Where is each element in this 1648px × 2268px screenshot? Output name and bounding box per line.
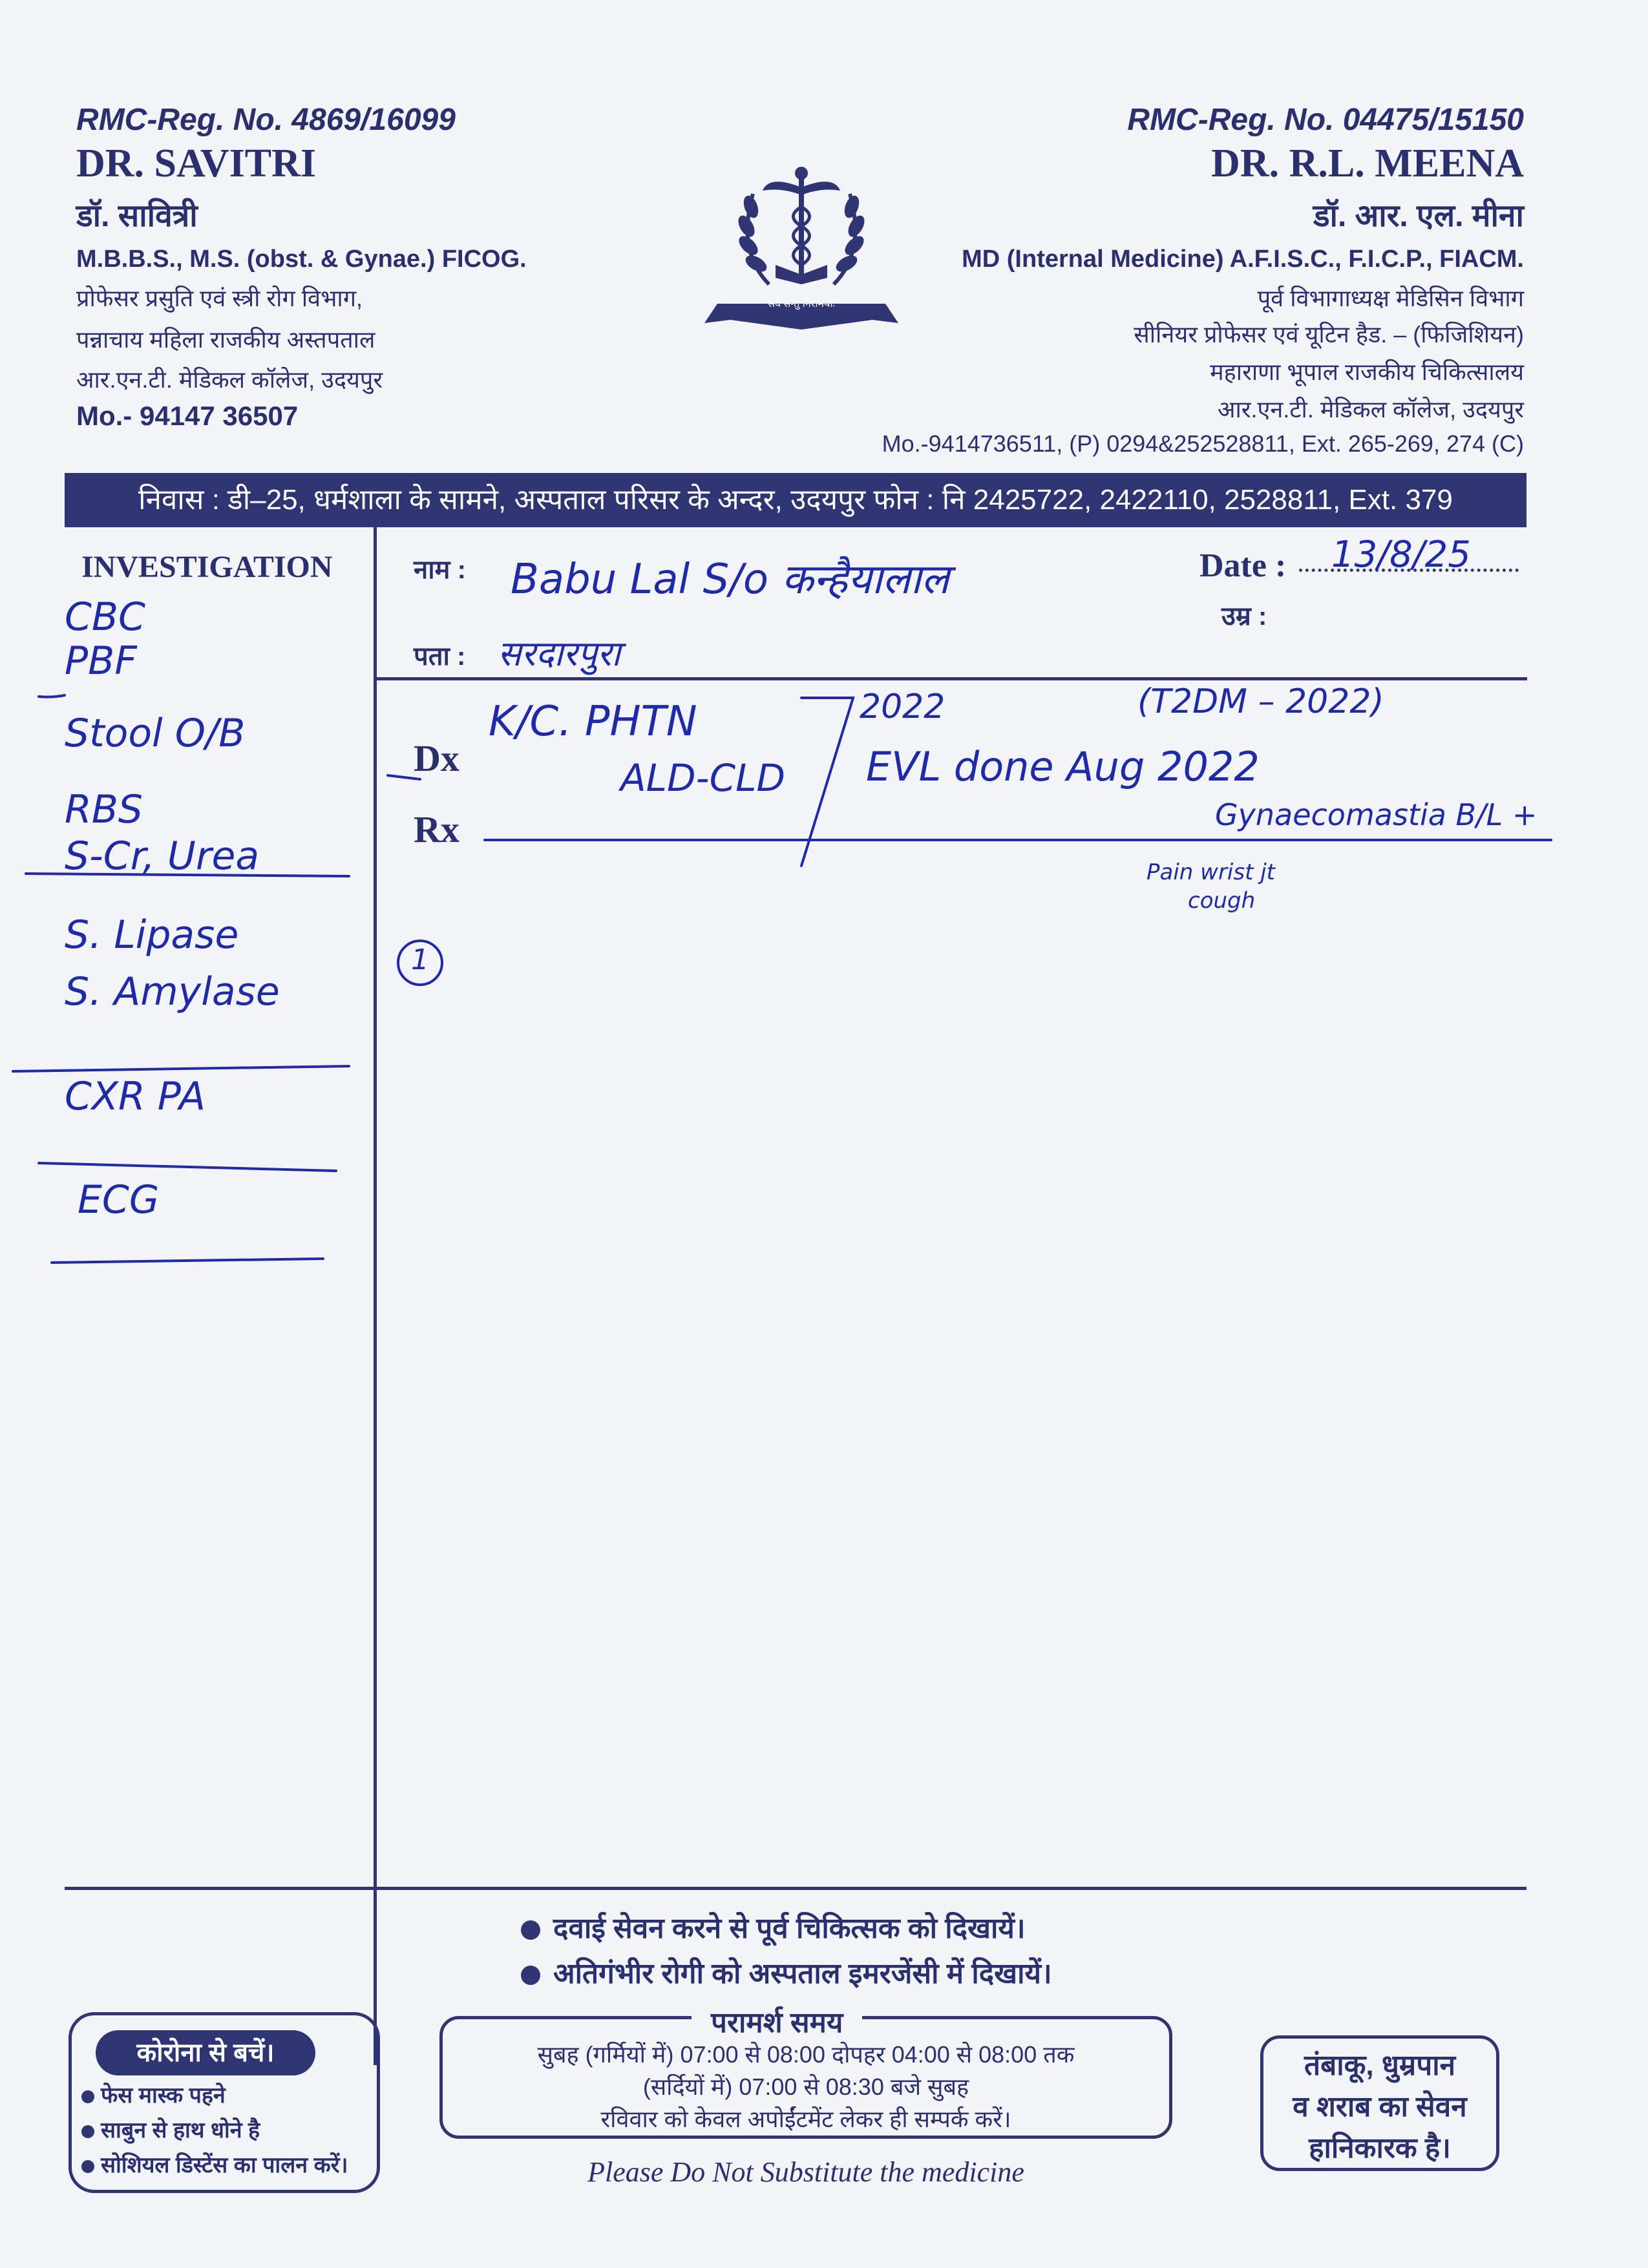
date-label: Date : <box>1199 547 1287 584</box>
right-doctor-contact: Mo.-9414736511, (P) 0294&252528811, Ext. 265-269, 274 (C) <box>882 430 1524 457</box>
timing-line1: सुबह (गर्मियों में) 07:00 से 08:00 दोपहर 04:00 से 08:00 तक <box>537 2041 1075 2068</box>
corona-item-text: सोशियल डिस्टेंस का पालन करें। <box>101 2153 348 2178</box>
right-doctor-line1: पूर्व विभागाध्यक्ष मेडिसिन विभाग <box>1257 285 1524 311</box>
bullet-icon <box>81 2125 94 2138</box>
gyn-text: Gynaecomastia B/L + <box>1215 797 1537 832</box>
corona-item <box>81 2114 260 2144</box>
right-doctor-name-hindi: डॉ. आर. एल. मीना <box>1313 199 1524 233</box>
footer-text: Please Do Not Substitute the medicine <box>587 2156 1024 2188</box>
patient-address: सरदारपुरा <box>498 633 621 674</box>
dx-text1: K/C. PHTN <box>489 698 697 746</box>
left-doctor-name: DR. SAVITRI <box>76 142 316 185</box>
investigation-heading: INVESTIGATION <box>81 550 333 584</box>
pain-text: Pain wrist jt <box>1146 859 1276 885</box>
year-text: 2022 <box>860 688 945 726</box>
investigation-item: Stool O/B <box>65 711 246 756</box>
right-doctor-line3: महाराणा भूपाल राजकीय चिकित्सालय <box>1210 359 1524 385</box>
left-doctor-mobile: Mo.- 94147 36507 <box>76 401 299 431</box>
investigation-item: S. Amylase <box>65 969 280 1014</box>
corona-item <box>81 2149 348 2179</box>
patient-name: Babu Lal S/o कन्हैयालाल <box>511 556 949 604</box>
tobacco-line2: व शराब का सेवन <box>1293 2091 1467 2123</box>
bullet-icon <box>81 2090 94 2103</box>
evl-text: EVL done Aug 2022 <box>866 743 1260 790</box>
right-doctor-line2: सीनियर प्रोफेसर एवं यूटिन हैड. – (फिजिशियन) <box>1134 321 1524 348</box>
investigation-item: S-Cr, Urea <box>65 834 260 879</box>
cough-text: cough <box>1188 888 1256 914</box>
age-label: उम्र : <box>1221 602 1267 631</box>
right-doctor-name: DR. R.L. MEENA <box>1211 142 1524 185</box>
right-doctor-line4: आर.एन.टी. मेडिकल कॉलेज, उदयपुर <box>1217 396 1524 423</box>
timing-line2: (सर्दियों में) 07:00 से 08:30 बजे सुबह <box>642 2074 969 2100</box>
bullet-icon <box>81 2160 94 2173</box>
left-doctor-name-hindi: डॉ. सावित्री <box>76 199 198 233</box>
corona-item-text: साबुन से हाथ धोने है <box>101 2118 260 2143</box>
corona-title: कोरोना से बचें। <box>96 2030 315 2075</box>
dx-text2: ALD-CLD <box>620 756 786 800</box>
corona-item <box>81 2079 226 2109</box>
investigation-item: RBS <box>65 787 143 832</box>
circled-number: 1 <box>411 943 429 976</box>
t2dm-text: (T2DM – 2022) <box>1137 682 1384 721</box>
address-label: पता : <box>414 642 466 671</box>
advice-line-1 <box>521 1907 1026 1946</box>
logo-motto: सर्वे सन्तु निरामयाः <box>768 299 835 310</box>
rx-symbol: Rx <box>414 808 460 850</box>
timing-title: परामर्श समय <box>692 2002 862 2041</box>
right-doctor-qualification: MD (Internal Medicine) A.F.I.S.C., F.I.C.P., FIACM. <box>962 246 1524 273</box>
left-doctor-line1: प्रोफेसर प्रसुति एवं स्त्री रोग विभाग, <box>76 285 363 311</box>
right-doctor-reg: RMC-Reg. No. 04475/15150 <box>1127 103 1524 137</box>
date-value: 13/8/25 <box>1331 534 1471 576</box>
corona-item-text: फेस मास्क पहने <box>101 2083 226 2108</box>
timing-line3: रविवार को केवल अपोईंटमेंट लेकर ही सम्पर्क करें। <box>600 2106 1011 2132</box>
tobacco-line3: हानिकारक है। <box>1309 2132 1451 2164</box>
dx-symbol: Dx <box>414 737 460 779</box>
left-doctor-line3: आर.एन.टी. मेडिकल कॉलेज, उदयपुर <box>76 366 383 393</box>
investigation-item: ECG <box>78 1177 160 1223</box>
advice-line-2 <box>521 1953 1052 1991</box>
advice-text: दवाई सेवन करने से पूर्व चिकित्सक को दिखायें। <box>553 1913 1026 1944</box>
left-doctor-line2: पन्नाचाय महिला राजकीय अस्तपताल <box>76 326 375 353</box>
investigation-item: S. Lipase <box>65 912 239 958</box>
investigation-item: CXR PA <box>65 1074 206 1119</box>
investigation-item: CBC <box>65 594 145 640</box>
bullet-icon <box>521 1966 540 1985</box>
name-label: नाम : <box>414 556 466 584</box>
left-doctor-reg: RMC-Reg. No. 4869/16099 <box>76 103 456 137</box>
left-doctor-qualification: M.B.B.S., M.S. (obst. & Gynae.) FICOG. <box>76 246 527 273</box>
tobacco-line1: तंबाकू, धुम्रपान <box>1304 2050 1456 2081</box>
bullet-icon <box>521 1920 540 1940</box>
advice-text: अतिगंभीर रोगी को अस्पताल इमरजेंसी में दिखायें। <box>553 1958 1052 1990</box>
address-band: निवास : डी–25, धर्मशाला के सामने, अस्पताल परिसर के अन्दर, उदयपुर फोन : नि 2425722, 2422110, 2528811, Ext. 379 <box>65 473 1527 527</box>
investigation-item: PBF <box>65 638 137 684</box>
